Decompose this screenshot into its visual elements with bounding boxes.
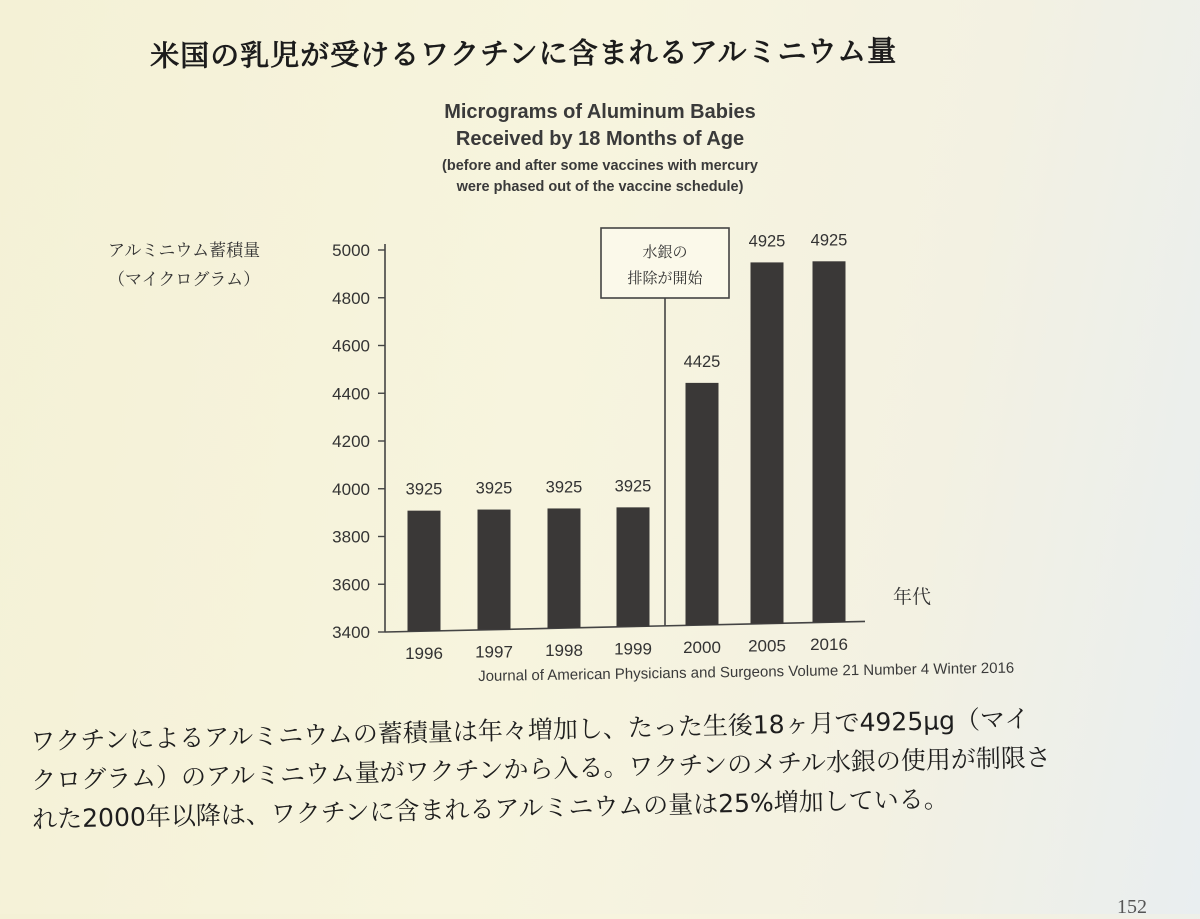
bar-2016 [813, 261, 846, 622]
page-number: 152 [1117, 896, 1147, 918]
x-tick-label-1999: 1999 [614, 639, 652, 659]
value-label-2000: 4425 [683, 352, 721, 371]
bar-2005 [751, 262, 784, 623]
y-tick-label: 4800 [332, 288, 370, 308]
y-tick-label: 3400 [332, 623, 370, 642]
chart-title-line-2: Received by 18 Months of Age [455, 128, 745, 150]
y-tick-label: 4600 [332, 336, 370, 356]
x-tick-label-1998: 1998 [545, 641, 583, 661]
bar-2000 [686, 383, 719, 625]
body-line-3: れた2000年以降は、ワクチンに含まれるアルミニウムの量は25%増加している。 [31, 784, 950, 834]
x-tick-label-1996: 1996 [405, 644, 443, 664]
chart-bars [405, 261, 846, 631]
bar-1998 [548, 508, 581, 628]
x-axis-unit-label: 年代 [893, 586, 932, 608]
y-tick-label: 4200 [332, 432, 370, 451]
source-citation: Journal of American Physicians and Surgeons Volume 21 Number 4 Winter 2016 [478, 659, 1015, 685]
x-tick-label-2000: 2000 [683, 638, 721, 658]
y-tick-label: 4000 [332, 479, 370, 499]
x-tick-label-1997: 1997 [475, 642, 513, 662]
chart-title-line-1: Micrograms of Aluminum Babies [444, 101, 756, 123]
bar-1997 [478, 510, 511, 630]
annotation-box [601, 228, 729, 298]
y-tick-label: 4400 [332, 384, 370, 404]
y-tick-label: 3800 [332, 527, 370, 547]
chart-subtitle-line-2: were phased out of the vaccine schedule) [456, 179, 744, 195]
value-label-1996: 3925 [405, 480, 443, 499]
y-axis-label-line-1: アルミニウム蓄積量 [108, 241, 261, 261]
y-tick-label: 5000 [332, 241, 370, 260]
x-tick-label-2005: 2005 [748, 636, 786, 656]
body-line-1: ワクチンによるアルミニウムの蓄積量は年々増加し、たった生後18ヶ月で4925μg（マイ [30, 704, 1030, 756]
value-label-2005: 4925 [748, 232, 786, 251]
bar-1999 [617, 507, 650, 626]
page-title: 米国の乳児が受けるワクチンに含まれるアルミニウム量 [150, 33, 898, 73]
value-label-2016: 4925 [810, 231, 848, 250]
y-tick-label: 3600 [332, 575, 370, 595]
annotation-line-1: 水銀の [642, 243, 688, 261]
body-line-2: クログラム）のアルミニウム量がワクチンから入る。ワクチンのメチル水銀の使用が制限さ [30, 742, 1052, 795]
value-label-1998: 3925 [545, 478, 583, 497]
annotation-line-2: 排除が開始 [627, 269, 703, 287]
y-axis-label-line-2: （マイクログラム） [108, 270, 261, 290]
value-label-1997: 3925 [475, 479, 513, 498]
chart-subtitle-line-1: (before and after some vaccines with mercury [442, 158, 758, 174]
bar-1996 [408, 511, 441, 631]
x-tick-label-2016: 2016 [810, 635, 848, 655]
value-label-1999: 3925 [614, 477, 652, 496]
